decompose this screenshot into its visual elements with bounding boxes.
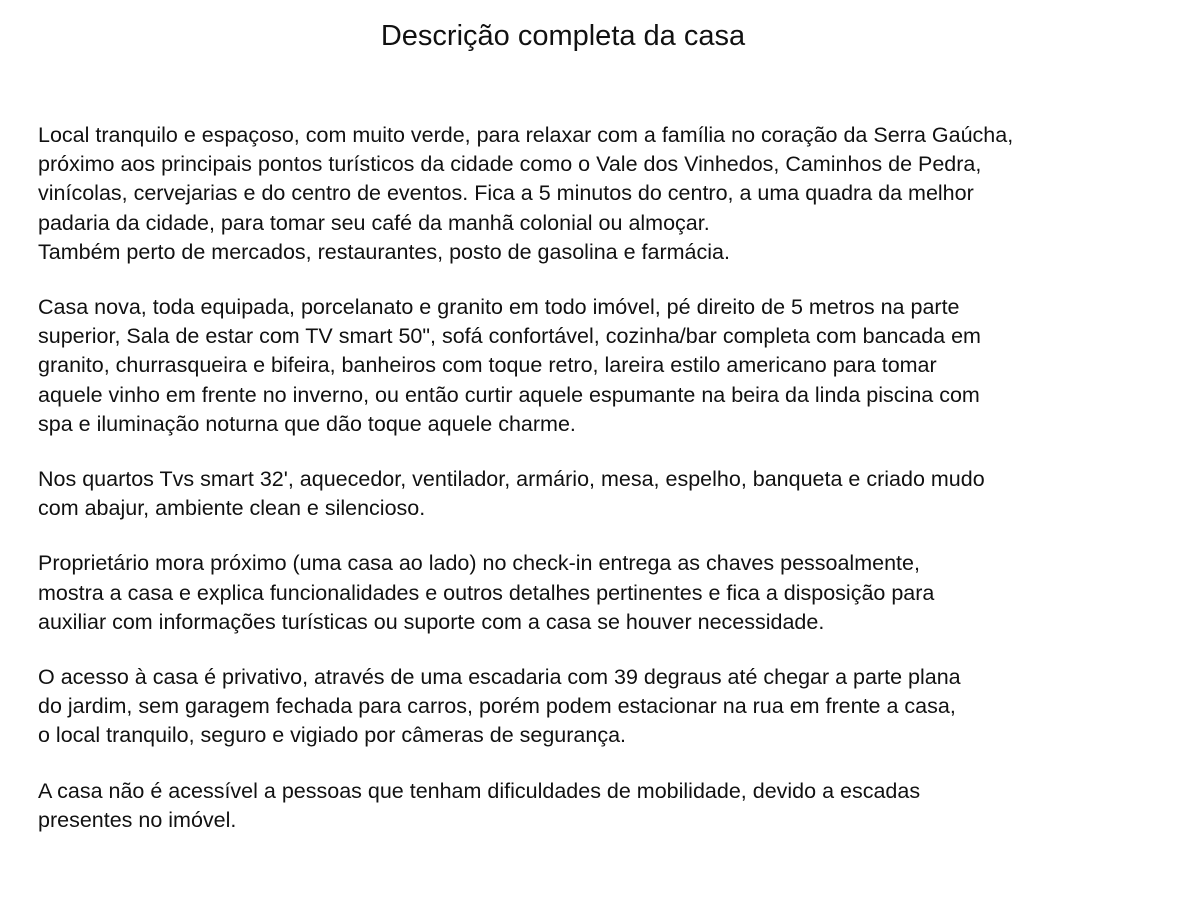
text-line: do jardim, sem garagem fechada para carros, porém podem estacionar na rua em frente a casa, bbox=[38, 694, 956, 719]
text-line: A casa não é acessível a pessoas que tenham dificuldades de mobilidade, devido a escadas bbox=[38, 778, 921, 803]
text-line: padaria da cidade, para tomar seu café da manhã colonial ou almoçar. bbox=[38, 210, 710, 235]
text-line: aquele vinho em frente no inverno, ou então curtir aquele espumante na beira da linda piscina com bbox=[38, 382, 980, 407]
paragraph-location bbox=[38, 121, 1188, 267]
text-line: spa e iluminação noturna que dão toque aquele charme. bbox=[38, 411, 576, 436]
text-line: com abajur, ambiente clean e silencioso. bbox=[38, 496, 426, 521]
text-line: Casa nova, toda equipada, porcelanato e granito em todo imóvel, pé direito de 5 metros na parte bbox=[38, 295, 960, 320]
text-line: O acesso à casa é privativo, através de uma escadaria com 39 degraus até chegar a parte plana bbox=[38, 665, 961, 690]
text-line: superior, Sala de estar com TV smart 50", sofá confortável, cozinha/bar completa com bancada em bbox=[38, 324, 981, 349]
text-line: auxiliar com informações turísticas ou suporte com a casa se houver necessidade. bbox=[38, 609, 825, 634]
text-line: mostra a casa e explica funcionalidades e outros detalhes pertinentes e fica a disposição para bbox=[38, 580, 935, 605]
paragraph-house-features bbox=[38, 293, 1188, 439]
paragraph-access bbox=[38, 663, 1188, 751]
text-line: o local tranquilo, seguro e vigiado por câmeras de segurança. bbox=[38, 723, 627, 748]
text-line: vinícolas, cervejarias e do centro de eventos. Fica a 5 minutos do centro, a uma quadra da melhor bbox=[38, 181, 974, 206]
text-line: Nos quartos Tvs smart 32', aquecedor, ventilador, armário, mesa, espelho, banqueta e criado mudo bbox=[38, 467, 985, 492]
document-title: Descrição completa da casa bbox=[380, 20, 746, 52]
paragraph-bedrooms bbox=[38, 465, 1188, 523]
text-line: Proprietário mora próximo (uma casa ao lado) no check-in entrega as chaves pessoalmente, bbox=[38, 551, 920, 576]
paragraph-owner bbox=[38, 549, 1188, 637]
text-line: granito, churrasqueira e bifeira, banheiros com toque retro, lareira estilo americano para tomar bbox=[38, 353, 937, 378]
text-line: próximo aos principais pontos turísticos da cidade como o Vale dos Vinhedos, Caminhos de Pedra, bbox=[38, 152, 982, 177]
text-line: Local tranquilo e espaçoso, com muito verde, para relaxar com a família no coração da Serra Gaúcha, bbox=[38, 123, 1014, 147]
paragraph-accessibility bbox=[38, 777, 1188, 835]
document-body bbox=[38, 121, 1188, 861]
text-line: Também perto de mercados, restaurantes, posto de gasolina e farmácia. bbox=[38, 239, 730, 264]
text-line: presentes no imóvel. bbox=[38, 807, 237, 832]
